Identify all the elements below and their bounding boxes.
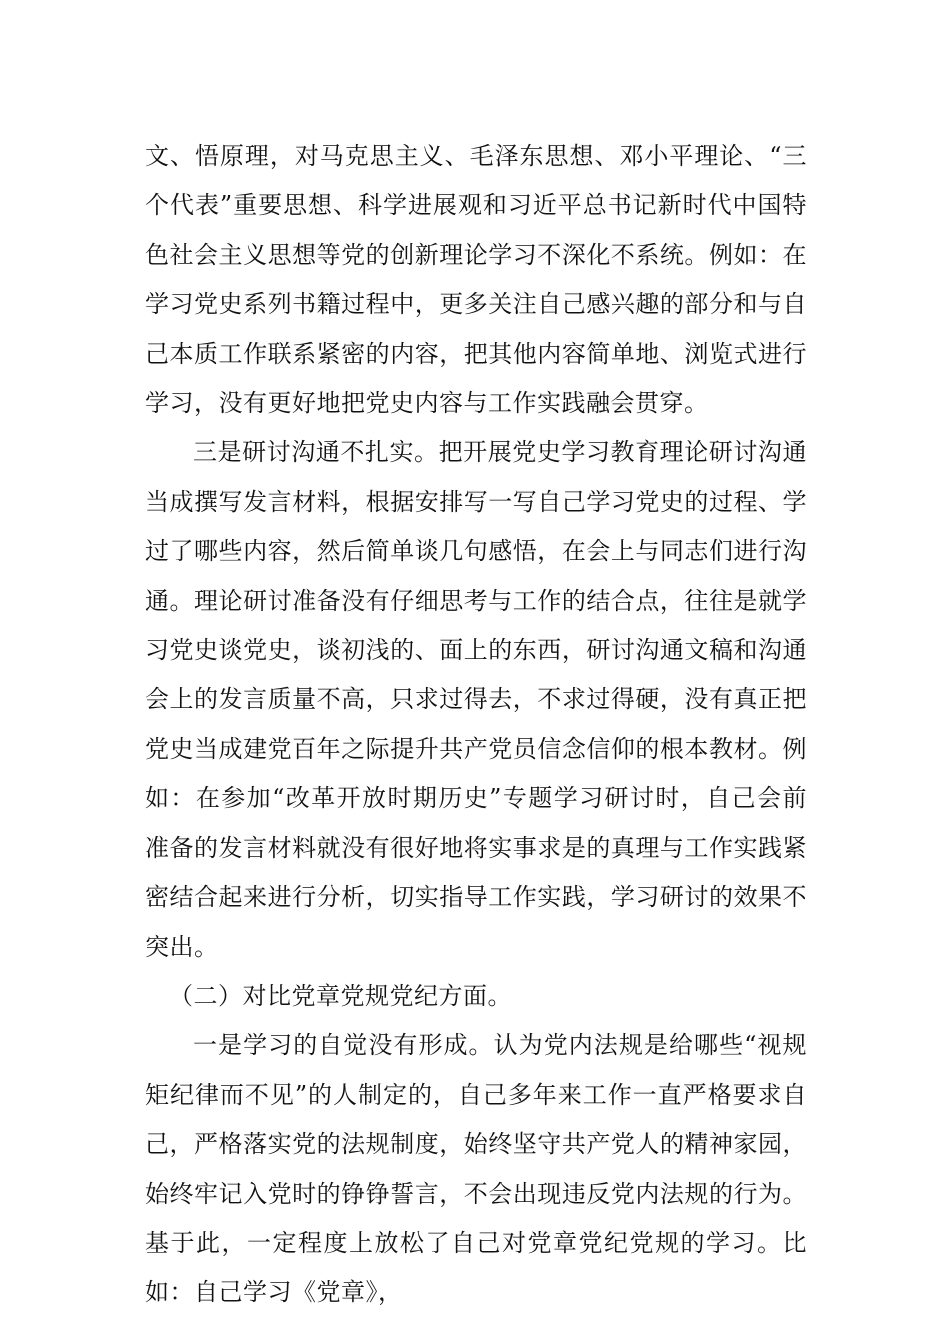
- document-body: [145, 132, 807, 1318]
- section-heading: （二）对比党章党规党纪方面。: [169, 981, 512, 1010]
- paragraph-point-three: 三是研讨沟通不扎实。把开展党史学习教育理论研讨沟通当成撰写发言材料，根据安排写一写自己学习党史的过程、学过了哪些内容，然后简单谈几句感悟，在会上与同志们进行沟通。理论研讨准备没有仔细思考与工作的结合点，往往是就学习党史谈党史，谈初浅的、面上的东西，研讨沟通文稿和沟通会上的发言质量不高，只求过得去，不求过得硬，没有真正把党史当成建党百年之际提升共产党员信念信仰的根本教材。例如：在参加“改革开放时期历史”专题学习研讨时，自己会前准备的发言材料就没有很好地将实事求是的真理与工作实践紧密结合起来进行分析，切实指导工作实践，学习研讨的效果不突出。: [145, 438, 807, 961]
- paragraph-continuation: 文、悟原理，对马克思主义、毛泽东思想、邓小平理论、“三个代表”重要思想、科学进展观和习近平总书记新时代中国特色社会主义思想等党的创新理论学习不深化不系统。例如：在学习党史系列书籍过程中，更多关注自己感兴趣的部分和与自己本质工作联系紧密的内容，把其他内容简单地、浏览式进行学习，没有更好地把党史内容与工作实践融会贯穿。: [145, 142, 807, 418]
- paragraph-point-one: 一是学习的自觉没有形成。认为党内法规是给哪些“视规矩纪律而不见”的人制定的，自己多年来工作一直严格要求自己，严格落实党的法规制度，始终坚守共产党人的精神家园，始终牢记入党时的铮铮誓言，不会出现违反党内法规的行为。基于此，一定程度上放松了自己对党章党纪党规的学习。比如：自己学习《党章》，: [145, 1031, 807, 1307]
